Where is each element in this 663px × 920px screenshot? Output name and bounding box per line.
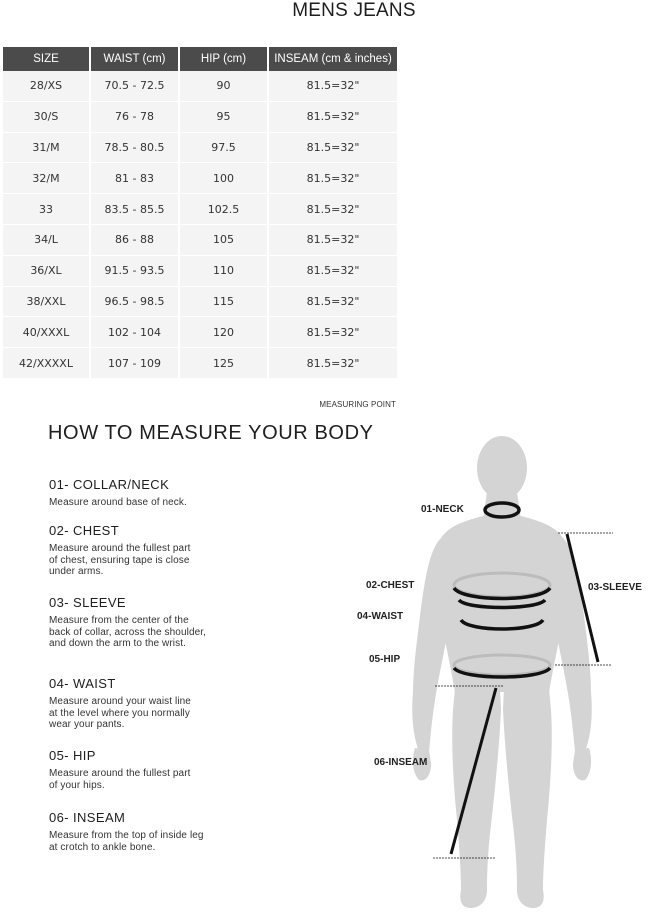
hip-cell: 125 bbox=[180, 348, 267, 379]
waist-cell: 96.5 - 98.5 bbox=[91, 287, 178, 318]
inseam-cell: 81.5=32" bbox=[269, 317, 397, 348]
header-size: SIZE bbox=[3, 47, 89, 71]
waist-cell: 107 - 109 bbox=[91, 348, 178, 379]
table-header-row bbox=[3, 47, 397, 71]
size-cell: 30/S bbox=[3, 102, 89, 133]
header-hip: HIP (cm) bbox=[180, 47, 267, 71]
size-cell: 36/XL bbox=[3, 256, 89, 287]
instruction-title: 06- INSEAM bbox=[49, 810, 126, 825]
waist-cell: 76 - 78 bbox=[91, 102, 178, 133]
size-cell: 33 bbox=[3, 194, 89, 225]
waist-cell: 91.5 - 93.5 bbox=[91, 256, 178, 287]
hip-cell: 100 bbox=[180, 163, 267, 194]
size-chart-table bbox=[1, 47, 399, 379]
instruction-text: Measure around base of neck. bbox=[49, 497, 187, 508]
hip-cell: 102.5 bbox=[180, 194, 267, 225]
inseam-cell: 81.5=32" bbox=[269, 287, 397, 318]
label-chest: 02-CHEST bbox=[366, 580, 415, 591]
label-sleeve: 03-SLEEVE bbox=[588, 582, 642, 593]
table-row bbox=[3, 71, 397, 102]
size-cell: 28/XS bbox=[3, 71, 89, 102]
how-to-measure-title: HOW TO MEASURE YOUR BODY bbox=[48, 422, 374, 444]
label-inseam: 06-INSEAM bbox=[374, 757, 428, 768]
table-row bbox=[3, 102, 397, 133]
page-title: MENS JEANS bbox=[292, 0, 416, 21]
table-row bbox=[3, 348, 397, 379]
instruction-text: Measure from the center of the back of collar, across the shoulder, and down the arm to the wrist. bbox=[49, 615, 207, 650]
inseam-cell: 81.5=32" bbox=[269, 71, 397, 102]
table-row bbox=[3, 256, 397, 287]
body-measurement-figure bbox=[355, 430, 660, 920]
table-row bbox=[3, 163, 397, 194]
instruction-hip bbox=[49, 748, 229, 791]
waist-cell: 83.5 - 85.5 bbox=[91, 194, 178, 225]
instruction-title: 04- WAIST bbox=[49, 676, 116, 691]
waist-cell: 102 - 104 bbox=[91, 317, 178, 348]
hip-cell: 120 bbox=[180, 317, 267, 348]
waist-cell: 70.5 - 72.5 bbox=[91, 71, 178, 102]
hip-cell: 97.5 bbox=[180, 133, 267, 164]
hip-cell: 90 bbox=[180, 71, 267, 102]
table-row bbox=[3, 225, 397, 256]
inseam-cell: 81.5=32" bbox=[269, 256, 397, 287]
label-waist: 04-WAIST bbox=[357, 611, 404, 622]
instruction-chest bbox=[49, 523, 229, 578]
measuring-point-label: MEASURING POINT bbox=[319, 400, 396, 409]
instruction-waist bbox=[49, 676, 229, 731]
inseam-cell: 81.5=32" bbox=[269, 348, 397, 379]
instruction-text: Measure from the top of inside leg at crotch to ankle bone. bbox=[49, 830, 204, 853]
instruction-title: 05- HIP bbox=[49, 748, 96, 763]
table-row bbox=[3, 317, 397, 348]
hip-cell: 105 bbox=[180, 225, 267, 256]
hip-cell: 95 bbox=[180, 102, 267, 133]
instruction-title: 02- CHEST bbox=[49, 523, 120, 538]
instruction-text: Measure around the fullest part of your hips. bbox=[49, 768, 191, 791]
hip-cell: 110 bbox=[180, 256, 267, 287]
header-waist: WAIST (cm) bbox=[91, 47, 178, 71]
size-cell: 42/XXXXL bbox=[3, 348, 89, 379]
instruction-collar-neck bbox=[49, 477, 229, 509]
size-cell: 32/M bbox=[3, 163, 89, 194]
instruction-text: Measure around the fullest part of chest, ensuring tape is close under arms. bbox=[49, 543, 191, 578]
instruction-sleeve bbox=[49, 595, 229, 650]
waist-cell: 81 - 83 bbox=[91, 163, 178, 194]
label-neck: 01-NECK bbox=[421, 504, 464, 515]
instruction-inseam bbox=[49, 810, 229, 853]
table-row bbox=[3, 194, 397, 225]
size-cell: 34/L bbox=[3, 225, 89, 256]
table-row bbox=[3, 287, 397, 318]
size-cell: 40/XXXL bbox=[3, 317, 89, 348]
waist-cell: 78.5 - 80.5 bbox=[91, 133, 178, 164]
body-silhouette-illustration bbox=[355, 430, 660, 920]
inseam-cell: 81.5=32" bbox=[269, 225, 397, 256]
instruction-title: 01- COLLAR/NECK bbox=[49, 477, 170, 492]
instruction-title: 03- SLEEVE bbox=[49, 595, 126, 610]
waist-cell: 86 - 88 bbox=[91, 225, 178, 256]
hip-cell: 115 bbox=[180, 287, 267, 318]
instruction-text: Measure around your waist line at the level where you normally wear your pants. bbox=[49, 696, 191, 731]
table-body bbox=[3, 71, 397, 379]
inseam-cell: 81.5=32" bbox=[269, 102, 397, 133]
size-cell: 38/XXL bbox=[3, 287, 89, 318]
table-row bbox=[3, 133, 397, 164]
inseam-cell: 81.5=32" bbox=[269, 133, 397, 164]
label-hip: 05-HIP bbox=[369, 654, 401, 665]
inseam-cell: 81.5=32" bbox=[269, 163, 397, 194]
size-cell: 31/M bbox=[3, 133, 89, 164]
header-inseam: INSEAM (cm & inches) bbox=[269, 47, 397, 71]
inseam-cell: 81.5=32" bbox=[269, 194, 397, 225]
